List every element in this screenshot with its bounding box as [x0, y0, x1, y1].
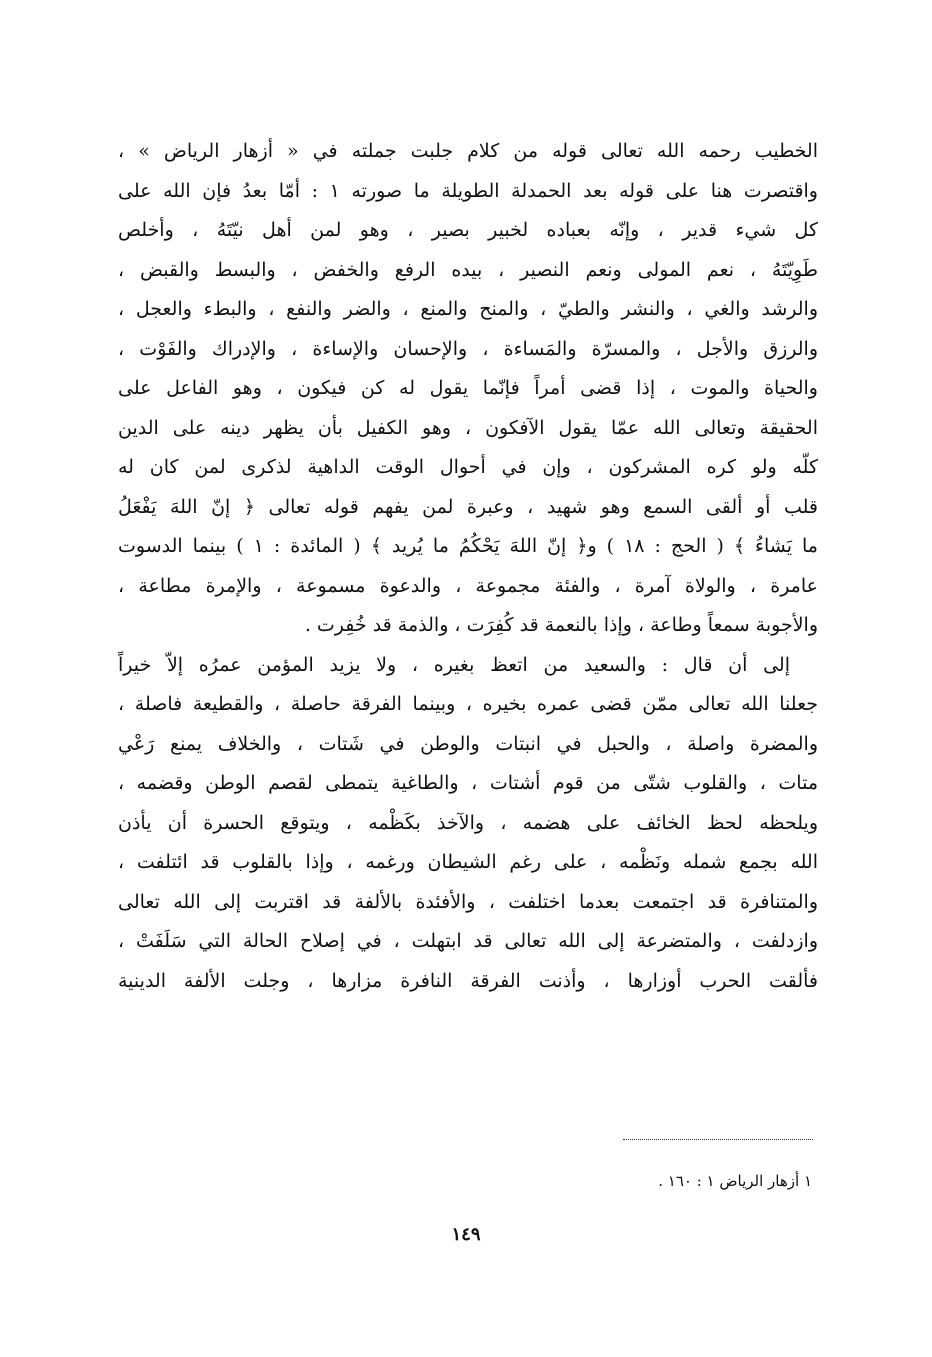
paragraph-2	[118, 646, 818, 1002]
text-line: والمضرة واصلة ، والحبل في انبتات والوطن في شَتات ، والخلاف يمنع رَعْي	[118, 732, 818, 755]
text-line: كلّه ولو كره المشركون ، وإن في أحوال الوقت الداهية لذكرى لمن كان له	[118, 456, 818, 478]
text-line: متات ، والقلوب شتّى من قوم أشتات ، والطاغية يتمطى لقصم الوطن وقضمه ،	[118, 772, 818, 794]
text-line: الخطيب رحمه الله تعالى قوله من كلام جلبت جملته في « أزهار الرياض » ،	[118, 140, 818, 162]
text-line: واقتصرت هنا على قوله بعد الحمدلة الطويلة ما صورته ١ : أمّا بعدُ فإن الله على	[118, 179, 818, 202]
text-line: الحقيقة وتعالى الله عمّا يقول الآفكون ، وهو الكفيل بأن يظهر دينه على الدين	[118, 416, 818, 439]
text-line: ويلحظه لحظ الخائف على هضمه ، والآخذ بكَظْمه ، ويتوقع الحسرة أن يأذن	[118, 811, 818, 834]
text-line: قلب أو ألقى السمع وهو شهيد ، وعبرة لمن يفهم قوله تعالى ﴿ إنّ اللهَ يَفْعَلُ	[118, 495, 818, 518]
text-line: عامرة ، والولاة آمرة ، والفئة مجموعة ، والدعوة مسموعة ، والإمرة مطاعة ،	[118, 574, 818, 597]
text-line: فألقت الحرب أوزارها ، وأذنت الفرقة النافرة مزارها ، وجلت الألفة الدينية	[118, 969, 818, 992]
text-line: إلى أن قال : والسعيد من اتعظ بغيره ، ولا يزيد المؤمن عمرُه إلاّ خيراً	[118, 653, 790, 676]
text-line: ما يَشاءُ ﴾ ( الحج : ١٨ ) و﴿ إنّ اللهَ يَحْكُمُ ما يُريد ﴾ ( المائدة : ١ ) بينما الدسوت	[118, 535, 818, 557]
text-line: والأجوبة سمعاً وطاعة ، وإذا بالنعمة قد كُفِرَت ، والذمة قد خُفِرت .	[304, 614, 818, 636]
page-number: ١٤٩	[451, 1224, 481, 1245]
body-text	[118, 132, 818, 1001]
text-line: وازدلفت ، والمتضرعة إلى الله تعالى قد ابتهلت ، في إصلاح الحالة التي سَلَفَتْ ،	[118, 930, 818, 952]
text-line: جعلنا الله تعالى ممّن قضى عمره بخيره ، وبينما الفرقة حاصلة ، والقطيعة فاصلة ،	[118, 693, 818, 715]
text-line: كل شيء قدير ، وإنّه بعباده لخبير بصير ، وهو لمن أهل نيّتَهُ ، وأخلص	[118, 219, 818, 241]
footnote: ١ أزهار الرياض ١ : ١٦٠ .	[658, 1172, 812, 1190]
footnote-divider	[623, 1139, 813, 1140]
text-line: الله بجمع شمله ونَظْمه ، على رغم الشيطان ورغمه ، وإذا بالقلوب قد ائتلفت ،	[118, 851, 818, 873]
text-line: والرزق والأجل ، والمسرّة والمَساءة ، والإحسان والإساءة ، والإدراك والفَوْت ،	[118, 337, 818, 360]
text-line: والحياة والموت ، إذا قضى أمراً فإنّما يقول له كن فيكون ، وهو الفاعل على	[118, 377, 818, 399]
paragraph-1	[118, 132, 818, 646]
text-line: والمتنافرة قد اجتمعت بعدما اختلفت ، والأفئدة بالألفة قد اقتربت إلى الله تعالى	[118, 890, 818, 913]
text-line: طَوِيّتَهُ ، نعم المولى ونعم النصير ، بيده الرفع والخفض ، والبسط والقبض ،	[118, 258, 818, 281]
text-line: والرشد والغي ، والنشر والطيّ ، والمنح والمنع ، والضر والنفع ، والبطء والعجل ،	[118, 298, 818, 320]
